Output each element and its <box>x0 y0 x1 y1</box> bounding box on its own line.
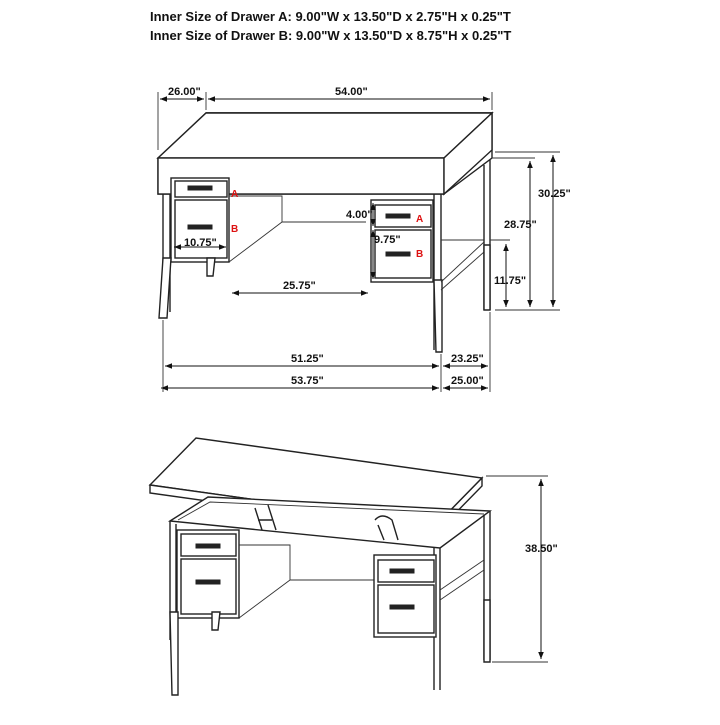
lifted-left-drawer-b-handle-icon <box>196 580 220 584</box>
dim-top-depth: 26.00" <box>168 86 201 98</box>
dim-pedestal-width: 10.75" <box>184 237 217 249</box>
lifted-right-back-leg <box>484 600 490 662</box>
label-left-drawer-a: A <box>231 189 239 200</box>
label-right-drawer-a: A <box>416 214 424 225</box>
drawer-b-inner-size: Inner Size of Drawer B: 9.00"W x 13.50"D x 8.75"H x 0.25"T <box>150 28 512 43</box>
lifted-right-drawer-a-handle-icon <box>390 569 414 573</box>
dim-inner-width: 51.25" <box>291 353 324 365</box>
dim-knee-space: 25.75" <box>283 280 316 292</box>
left-back-leg <box>207 258 215 276</box>
right-back-leg <box>484 245 490 310</box>
desk-top-plane <box>158 113 492 158</box>
dim-total-height: 30.25" <box>538 188 571 200</box>
desk-lifted-view <box>150 438 490 695</box>
dim-side-depth: 25.00" <box>451 375 484 387</box>
right-drawer-b-handle-icon <box>386 252 410 256</box>
drawer-a-inner-size: Inner Size of Drawer A: 9.00"W x 13.50"D x 2.75"H x 0.25"T <box>150 9 511 24</box>
dim-top-width: 54.00" <box>335 86 368 98</box>
dim-lifted-height: 38.50" <box>525 543 558 555</box>
lifted-right-drawer-b-handle-icon <box>390 605 414 609</box>
lifted-left-back-leg <box>212 612 220 630</box>
right-drawer-a-handle-icon <box>386 214 410 218</box>
dim-side-inner-depth: 23.25" <box>451 353 484 365</box>
dim-base-width: 53.75" <box>291 375 324 387</box>
label-left-drawer-b: B <box>231 224 239 235</box>
dim-drawer-b-height: 9.75" <box>374 234 401 246</box>
label-right-drawer-b: B <box>416 249 424 260</box>
right-front-leg <box>434 280 442 352</box>
left-front-leg <box>159 258 171 318</box>
dimensions-lifted-view <box>486 476 558 662</box>
desk-closed-view <box>158 113 492 352</box>
dim-stretcher-height: 11.75" <box>494 275 527 287</box>
lifted-left-drawer-b <box>181 559 236 614</box>
lifted-left-drawer-a-handle-icon <box>196 544 220 548</box>
dim-drawer-a-height: 4.00" <box>346 209 373 221</box>
left-drawer-b-handle-icon <box>188 225 212 229</box>
dim-desk-height: 28.75" <box>504 219 537 231</box>
lifted-left-front-leg <box>170 612 178 695</box>
left-drawer-a-handle-icon <box>188 186 212 190</box>
